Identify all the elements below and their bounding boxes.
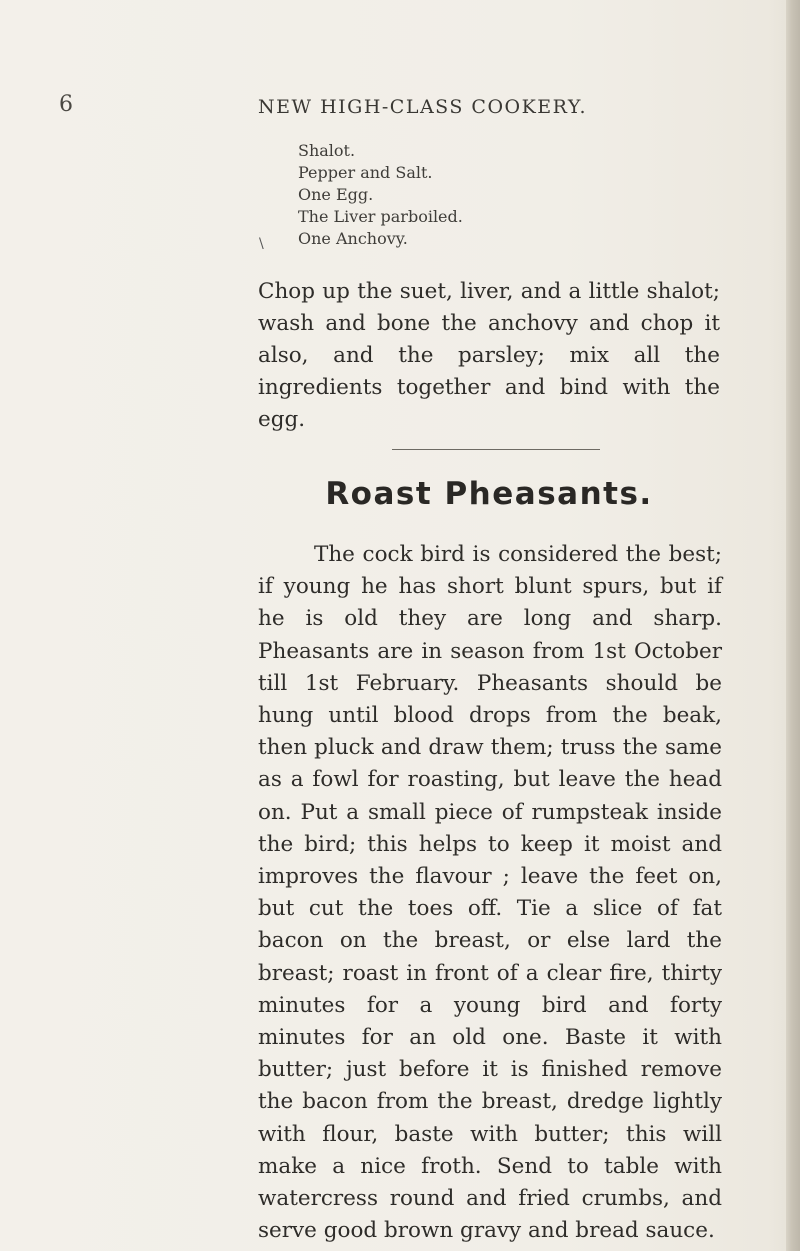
ingredient-item: One Egg.: [298, 185, 374, 204]
ingredient-item: Shalot.: [298, 141, 356, 160]
running-title: NEW HIGH-CLASS COOKERY.: [258, 96, 588, 118]
ingredient-item: Pepper and Salt.: [298, 163, 433, 182]
ingredient-item: The Liver parboiled.: [298, 207, 463, 226]
roast-pheasants-paragraph: [258, 539, 722, 1247]
page-binding-edge: [786, 0, 800, 1251]
stray-print-mark: \: [259, 236, 264, 252]
roast-pheasants-text: The cock bird is considered the best; if young he has short blunt spurs, but if he is old they are long and sharp. Pheasants are in season from 1st October till 1st February. Pheasants should be hung until blood drops from the beak, then pluck and draw them; truss the same as a fowl for roasting, but leave the head on. Put a small piece of rumpsteak inside the bird; this helps to keep it moist and improves the flavour ; leave the feet on, but cut the toes off. Tie a slice of fat bacon on the breast, or else lard the breast; roast in front of a clear fire, thirty minutes for a young bird and forty minutes for an old one. Baste it with butter; just before it is finished remove the bacon from the breast, dredge lightly with flour, baste with butter; this will make a nice froth. Send to table with watercress round and fried crumbs, and serve good brown gravy and bread sauce.: [258, 542, 722, 1244]
ingredients-list: [298, 140, 463, 250]
stuffing-instructions-paragraph: Chop up the suet, liver, and a little shalot; wash and bone the anchovy and chop it also, and the parsley; mix all the ingredients together and bind with the egg.: [258, 278, 720, 432]
section-divider: [392, 449, 600, 450]
ingredient-item: One Anchovy.: [298, 229, 408, 248]
section-title: Roast Pheasants.: [325, 476, 653, 512]
page-number: 6: [59, 92, 73, 117]
